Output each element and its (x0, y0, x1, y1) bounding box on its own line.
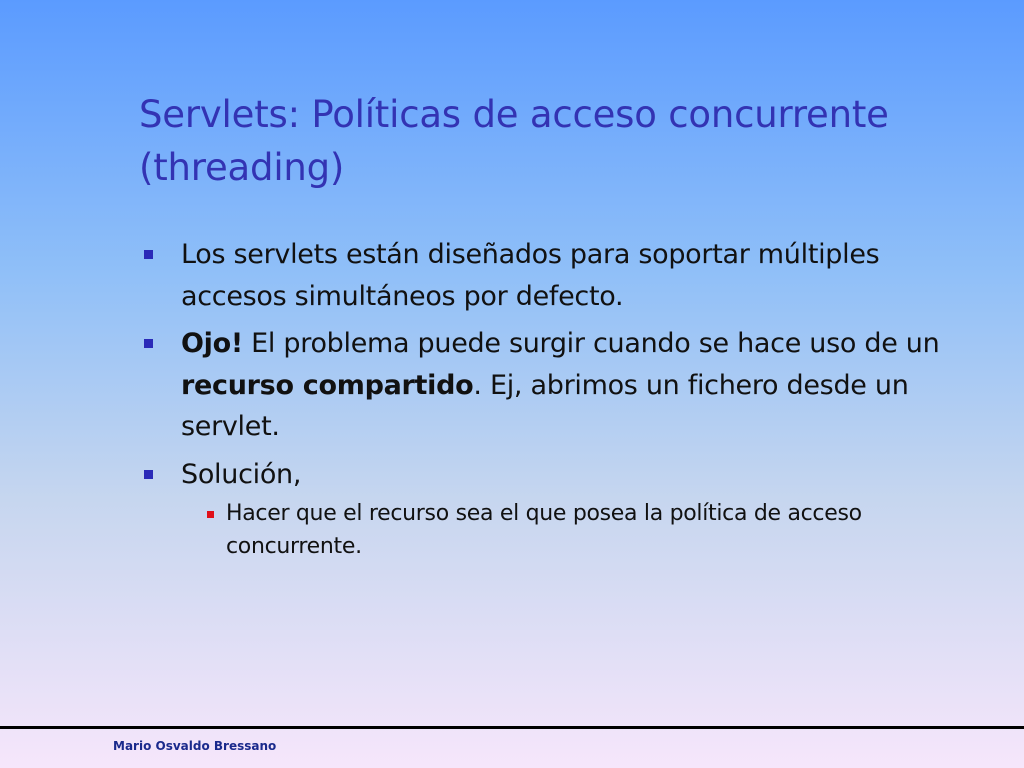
bullet-item (144, 234, 984, 317)
square-bullet-icon (144, 250, 153, 259)
square-bullet-icon (144, 470, 153, 479)
bullet-bold-intro: Ojo! (181, 328, 243, 359)
bullet-text: Solución, (181, 458, 302, 490)
bullet-item (144, 323, 984, 448)
bullet-text: Los servlets están diseñados para soportar múltiples accesos simultáneos por defecto. (181, 239, 880, 312)
sub-bullet-text: Hacer que el recurso sea el que posea la política de acceso concurrente. (226, 501, 862, 559)
sub-bullet-list (181, 497, 984, 563)
bullet-list (144, 234, 984, 569)
bullet-item (144, 454, 984, 564)
bullet-text: . Ej, abrimos un fichero desde un servlet. (181, 369, 909, 442)
bullet-text: El problema puede surgir cuando se hace uso de un (242, 328, 940, 359)
square-bullet-icon (144, 339, 153, 348)
footer-rule (0, 726, 1024, 729)
sub-bullet-item (180, 497, 984, 563)
slide-title: Servlets: Políticas de acceso concurrente (threading) (139, 93, 889, 189)
bullet-bold-term: recurso compartido (181, 369, 474, 401)
footer-author: Mario Osvaldo Bressano (113, 739, 277, 753)
square-sub-bullet-icon (207, 511, 214, 518)
